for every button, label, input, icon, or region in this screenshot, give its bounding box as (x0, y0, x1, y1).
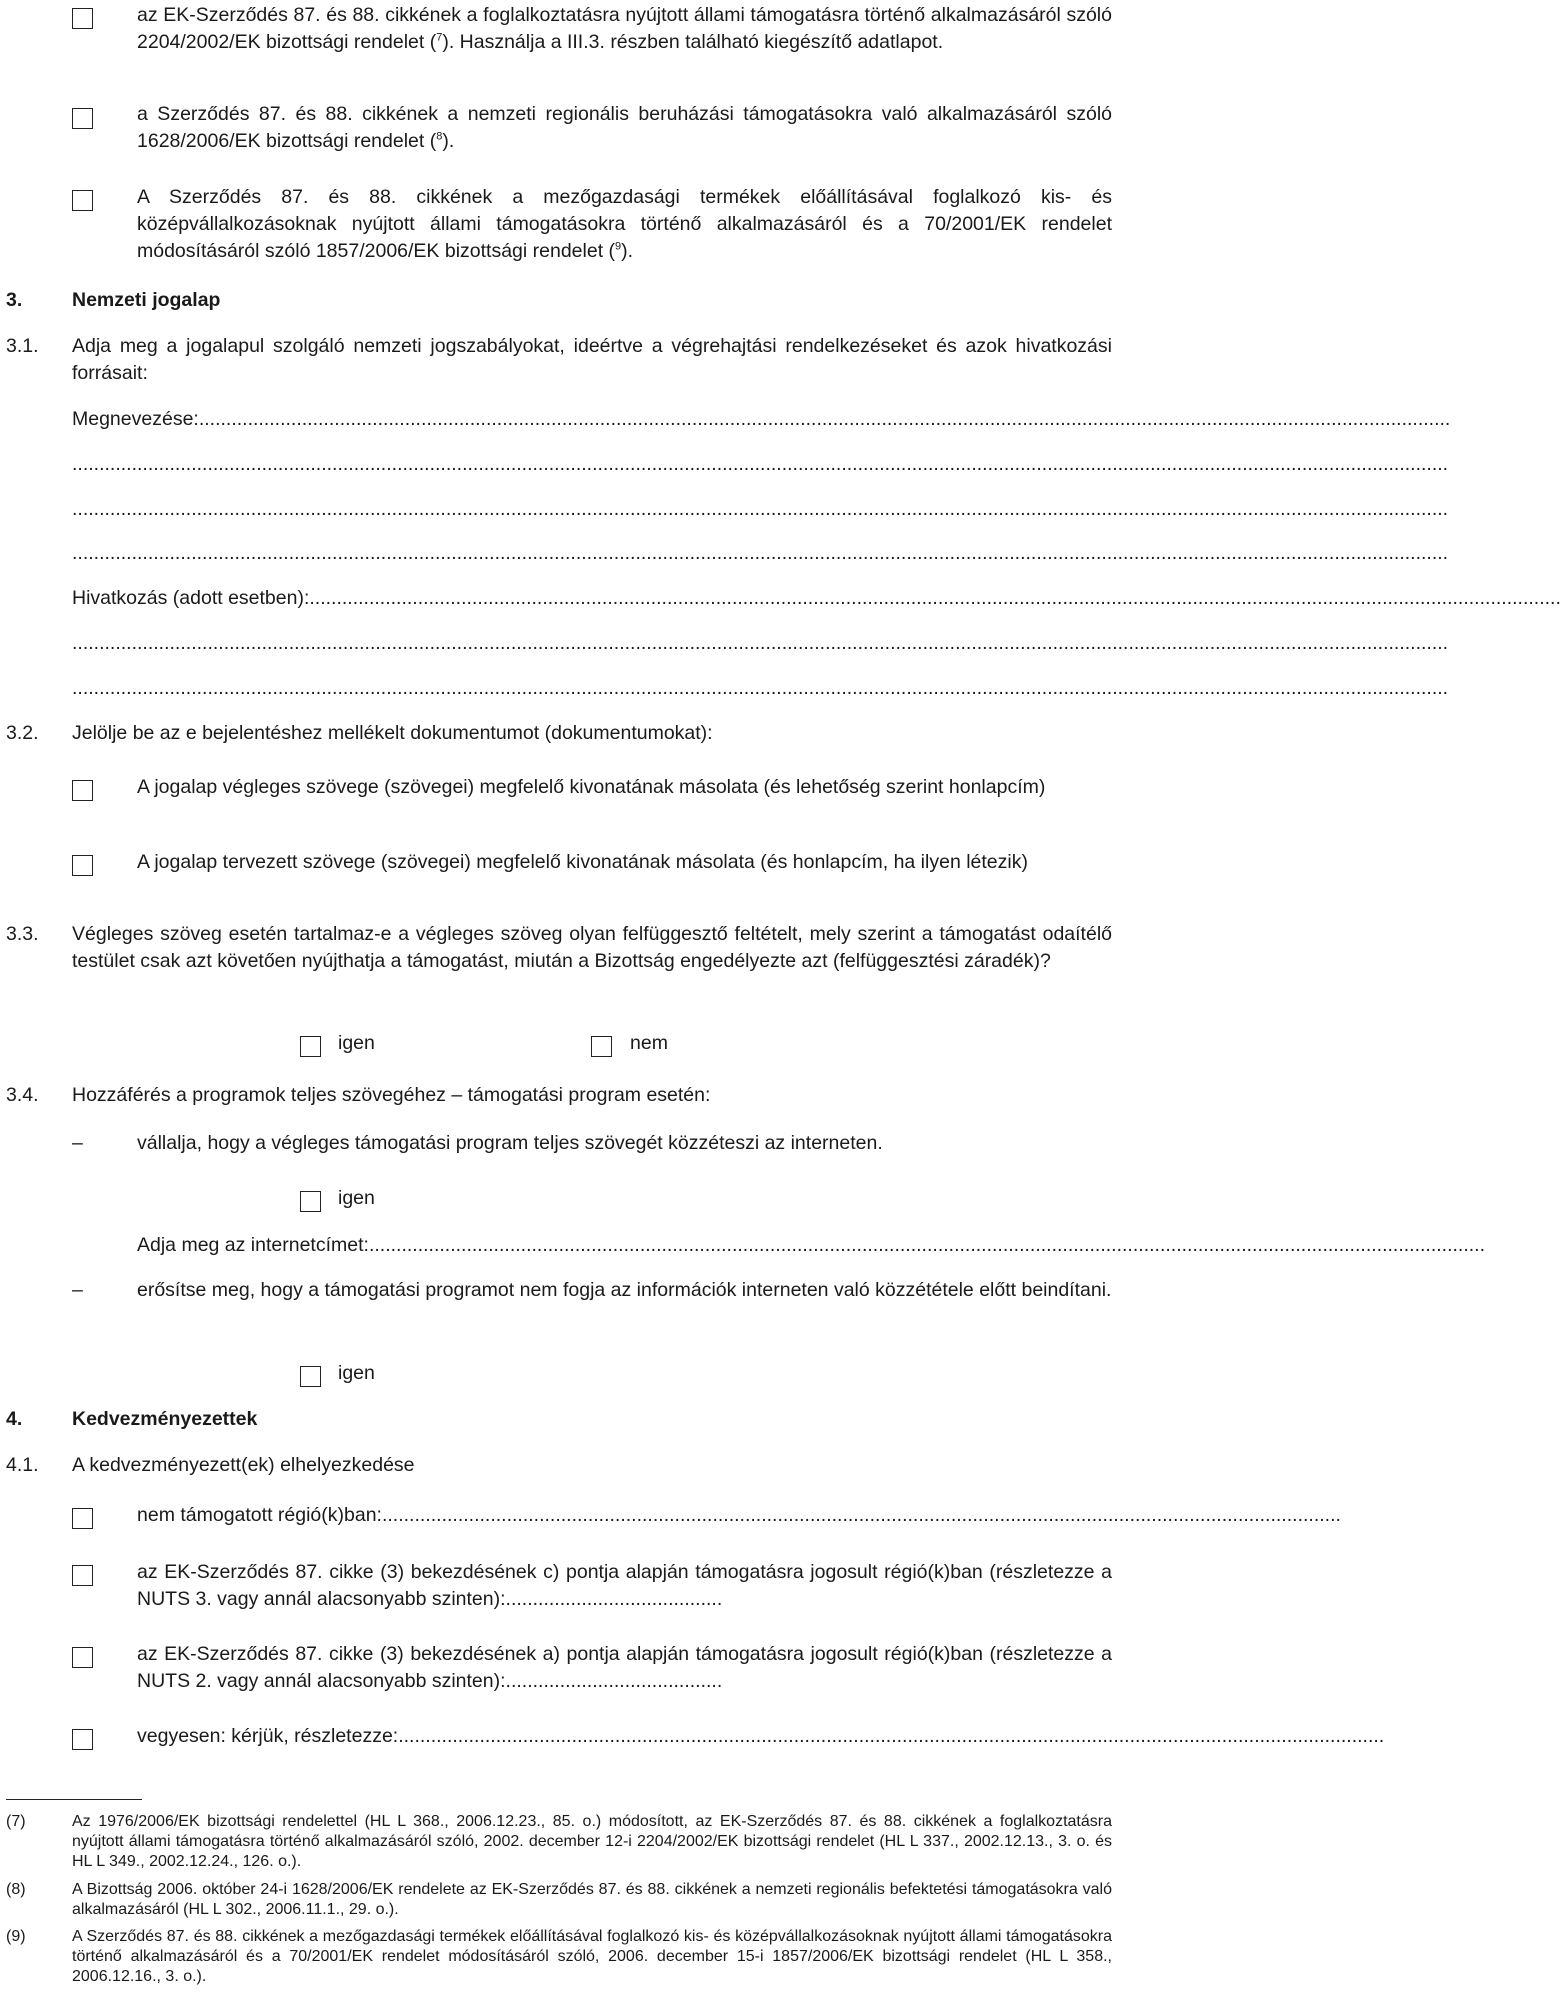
q31-text: Adja meg a jogalapul szolgáló nemzeti jogszabályokat, ideértve a végrehajtási rendelkezéseket és azok hivatkozási forrásait: (72, 335, 1112, 384)
section-4-number: 4. (6, 1408, 23, 1430)
q41-option-non-assisted[interactable]: nem támogatott régió(k)ban:................................................................................................................................................................................. (137, 1504, 1341, 1526)
checkbox-mixed-region[interactable] (72, 1729, 93, 1750)
section-3-title: Nemzeti jogalap (72, 289, 221, 311)
q31-name-line-2[interactable]: .............................................................................................................................................................................................................................................................. (72, 453, 1449, 475)
q41-option-87-3c-label: az EK-Szerződés 87. cikke (3) bekezdésének c) pontja alapján támogatásra jogosult régió(k)ban (részletezze a NUTS 3. vagy annál alacsonyabb szinten): (137, 1561, 1112, 1610)
q31-name-line-3[interactable]: .............................................................................................................................................................................................................................................................. (72, 498, 1449, 520)
footnote-separator (6, 1799, 142, 1800)
q31-ref-label: Hivatkozás (adott esetben): (72, 587, 310, 609)
q33-yes-label: igen (338, 1032, 375, 1054)
checkbox-q33-no[interactable] (591, 1036, 612, 1057)
q41-option-87-3a[interactable]: az EK-Szerződés 87. cikke (3) bekezdésének a) pontja alapján támogatásra jogosult régió(k)ban (részletezze a NUTS 2. vagy annál alacsonyabb szinten):........................................ (137, 1643, 1112, 1692)
q32-number: 3.2. (6, 722, 39, 744)
q32-option-draft: A jogalap tervezett szövege (szövegei) megfelelő kivonatának másolata (és honlapcím, ha ilyen létezik) (137, 851, 1028, 873)
q33-text: Végleges szöveg esetén tartalmaz-e a végleges szöveg olyan felfüggesztő feltételt, mely szerint a támogatást odaítélő testület csak azt követően nyújthatja a támogatást, miután a Bizottság engedélyezte azt (felfüggesztési záradék)? (72, 923, 1112, 972)
checkbox-q34-item1-yes[interactable] (300, 1191, 321, 1212)
q31-ref-line-2[interactable]: .............................................................................................................................................................................................................................................................. (72, 632, 1449, 654)
checkbox-region-87-3c[interactable] (72, 1565, 93, 1586)
q34-url-line[interactable]: Adja meg az internetcímet:.............................................................................................................................................................................................................. (137, 1234, 1486, 1256)
q32-text: Jelölje be az e bejelentéshez mellékelt dokumentumot (dokumentumokat): (72, 722, 713, 744)
checkbox-region-87-3a[interactable] (72, 1647, 93, 1668)
option-regulation-2204: az EK-Szerződés 87. és 88. cikkének a foglalkoztatásra nyújtott állami támogatásra történő alkalmazásáról szóló 2204/2002/EK bizottsági rendelet ($^7$). Használja a III.3. részben található kiegészítő adatlapot. (137, 4, 1112, 53)
q33-number: 3.3. (6, 923, 39, 945)
option-regulation-1628: a Szerződés 87. és 88. cikkének a nemzeti regionális beruházási támogatásokra való alkalmazásáról szóló 1628/2006/EK bizottsági rendelet ($^8$). (137, 103, 1112, 152)
q33-no-label: nem (630, 1032, 668, 1054)
footnote-9-text: A Szerződés 87. és 88. cikkének a mezőgazdasági termékek előállításával foglalkozó kis- és középvállalkozásoknak nyújtott állami támogatásokra történő alkalmazásáról és a 70/2001/EK rendelet módosításáról szóló, 2006. december 15-i 1857/2006/EK bizottsági rendelet (HL L 358., 2006.12.16., 3. o.). (72, 1928, 1112, 1985)
q31-name-line[interactable]: Megnevezése:....................................................................................................................................................................................................................................... (72, 408, 1451, 430)
checkbox-q33-yes[interactable] (300, 1036, 321, 1057)
checkbox-q34-item2-yes[interactable] (300, 1366, 321, 1387)
footnote-7-text: Az 1976/2006/EK bizottsági rendelettel (HL L 368., 2006.12.23., 85. o.) módosított, az EK-Szerződés 87. és 88. cikkének a foglalkoztatásra nyújtott állami támogatásra történő alkalmazásáról szóló, 2002. december 12-i 2204/2002/EK bizottsági rendelet (HL L 337., 2002.12.13., 3. o. és HL L 349., 2002.12.24., 126. o.). (72, 1813, 1112, 1870)
q34-item2-yes-label: igen (338, 1362, 375, 1384)
checkbox-non-assisted-region[interactable] (72, 1508, 93, 1529)
q31-ref-line[interactable]: Hivatkozás (adott esetben):....................................................................................................................................................................................................................................... (72, 587, 1561, 609)
q34-item2-dash: – (72, 1279, 83, 1301)
q41-option-mixed-label: vegyesen: kérjük, részletezze: (137, 1725, 399, 1747)
checkbox-regulation-1857[interactable] (72, 190, 93, 211)
q34-number: 3.4. (6, 1084, 39, 1106)
q34-text: Hozzáférés a programok teljes szövegéhez – támogatási program esetén: (72, 1084, 711, 1106)
checkbox-regulation-2204[interactable] (72, 8, 93, 29)
q41-text: A kedvezményezett(ek) elhelyezkedése (72, 1454, 415, 1476)
q34-item1-dash: – (72, 1132, 83, 1154)
footnote-7-mark: (7) (6, 1813, 26, 1830)
q31-name-label: Megnevezése: (72, 408, 199, 430)
option-regulation-1857: A Szerződés 87. és 88. cikkének a mezőgazdasági termékek előállításával foglalkozó kis- és középvállalkozásoknak nyújtott állami támogatásokra történő alkalmazásáról és a 70/2001/EK rendelet módosításáról szóló 1857/2006/EK bizottsági rendelet ($^9$). (137, 186, 1112, 262)
q32-option-final: A jogalap végleges szövege (szövegei) megfelelő kivonatának másolata (és lehetőség szerint honlapcím) (137, 776, 1046, 798)
q31-number: 3.1. (6, 335, 39, 357)
q34-url-label: Adja meg az internetcímet: (137, 1234, 369, 1256)
q41-option-non-assisted-label: nem támogatott régió(k)ban: (137, 1504, 382, 1526)
q41-option-mixed[interactable]: vegyesen: kérjük, részletezze:...................................................................................................................................................................................... (137, 1725, 1385, 1747)
footnote-8-text: A Bizottság 2006. október 24-i 1628/2006/EK rendelete az EK-Szerződés 87. és 88. cikkének a nemzeti regionális befektetési támogatásokra való alkalmazásáról (HL L 302., 2006.11.1., 29. o.). (72, 1881, 1112, 1918)
checkbox-draft-text[interactable] (72, 855, 93, 876)
q31-ref-line-3[interactable]: .............................................................................................................................................................................................................................................................. (72, 677, 1449, 699)
checkbox-regulation-1628[interactable] (72, 108, 93, 129)
q41-option-87-3c[interactable]: az EK-Szerződés 87. cikke (3) bekezdésének c) pontja alapján támogatásra jogosult régió(k)ban (részletezze a NUTS 3. vagy annál alacsonyabb szinten):........................................ (137, 1561, 1112, 1610)
footnote-9-mark: (9) (6, 1928, 26, 1945)
section-3-number: 3. (6, 289, 23, 311)
q41-option-87-3a-label: az EK-Szerződés 87. cikke (3) bekezdésének a) pontja alapján támogatásra jogosult régió(k)ban (részletezze a NUTS 2. vagy annál alacsonyabb szinten): (137, 1643, 1112, 1692)
section-4-title: Kedvezményezettek (72, 1408, 258, 1430)
q34-item2-text: erősítse meg, hogy a támogatási programot nem fogja az információk interneten való közzététele előtt beindítani. (137, 1279, 1112, 1301)
q34-item1-yes-label: igen (338, 1187, 375, 1209)
q31-name-line-4[interactable]: .............................................................................................................................................................................................................................................................. (72, 542, 1449, 564)
footnote-8-mark: (8) (6, 1881, 26, 1898)
q41-number: 4.1. (6, 1454, 39, 1476)
checkbox-final-text[interactable] (72, 780, 93, 801)
q34-item1-text: vállalja, hogy a végleges támogatási program teljes szövegét közzéteszi az interneten. (137, 1132, 883, 1154)
